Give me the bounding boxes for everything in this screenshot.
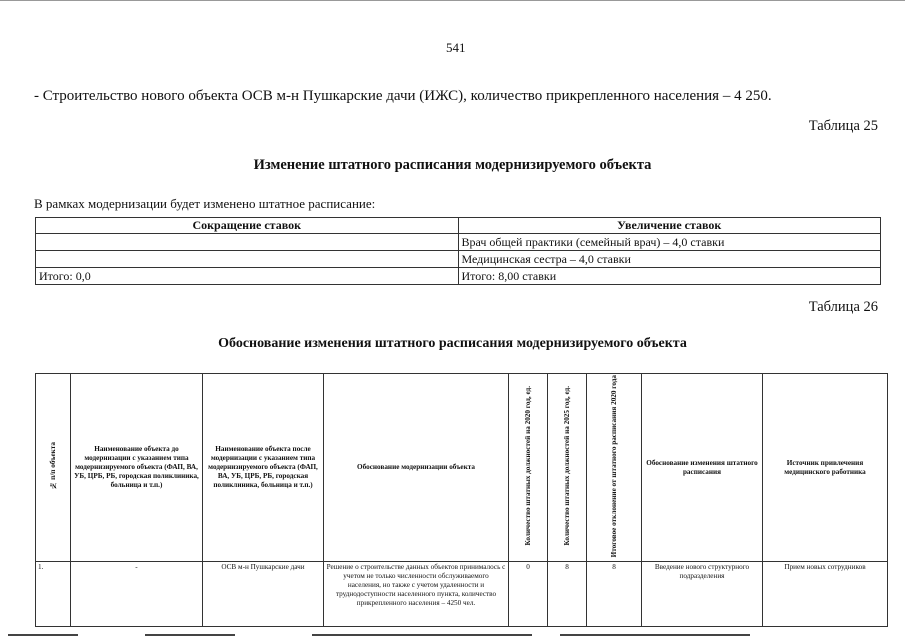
reduction-cell [36, 234, 459, 251]
table-26-label: Таблица 26 [808, 299, 878, 315]
source-header: Источник привлечения медицинского работника [763, 374, 888, 562]
table-total-row [36, 268, 881, 285]
staff-2020-header-text: Количество штатных должностей на 2020 год, ед. [523, 386, 532, 546]
change-reason-header: Обоснование изменения штатного расписания [642, 374, 763, 562]
reduction-cell [36, 251, 459, 268]
name-before-header: Наименование объекта до модернизации с указанием типа модернизируемого объекта (ФАП, ВА, УБ, ЦРБ, РБ, городская поликлиника, больница и т.п.) [71, 374, 203, 562]
source-cell: Прием новых сотрудников [763, 562, 888, 627]
staff-2025-cell: 8 [548, 562, 587, 627]
table-row [36, 251, 881, 268]
increase-cell: Медицинская сестра – 4,0 ставки [458, 251, 881, 268]
staffing-justification-table [35, 373, 888, 627]
staff-2025-header-text: Количество штатных должностей на 2025 год, ед. [562, 386, 571, 546]
table-header-row [36, 218, 881, 234]
table-26-title: Обоснование изменения штатного расписания модернизируемого объекта [218, 336, 687, 351]
reduction-header: Сокращение ставок [36, 218, 459, 234]
name-after-cell: ОСВ м-н Пушкарские дачи [203, 562, 324, 627]
increase-header: Увеличение ставок [458, 218, 881, 234]
num-header [36, 374, 71, 562]
justification-cell: Решение о строительстве данных объектов принималось с учетом не только численности обслуживаемого населения, но также с учетом удаленности и труднодоступности населенного пункта, количество прикрепленного населения – 4250 чел. [324, 562, 509, 627]
bottom-scan-line [8, 634, 78, 636]
intro-paragraph: - Строительство нового объекта ОСВ м-н Пушкарские дачи (ИЖС), количество прикрепленного населения – 4 250. [34, 88, 772, 104]
table-row [36, 562, 888, 627]
increase-cell: Врач общей практики (семейный врач) – 4,0 ставки [458, 234, 881, 251]
staff-2020-cell: 0 [509, 562, 548, 627]
justification-header: Обоснование модернизации объекта [324, 374, 509, 562]
name-before-cell: - [71, 562, 203, 627]
table-25-intro: В рамках модернизации будет изменено штатное расписание: [34, 196, 376, 211]
page-number: 541 [446, 40, 466, 55]
deviation-header [587, 374, 642, 562]
staff-2025-header [548, 374, 587, 562]
staffing-change-table [35, 217, 881, 285]
table-header-row [36, 374, 888, 562]
table-25-title: Изменение штатного расписания модернизируемого объекта [253, 157, 652, 173]
bottom-scan-line [560, 634, 750, 636]
bottom-scan-line [312, 634, 532, 636]
top-edge-line [0, 0, 905, 1]
change-reason-cell: Введение нового структурного подразделения [642, 562, 763, 627]
increase-total-cell: Итого: 8,00 ставки [458, 268, 881, 285]
num-header-text: № п/п объекта [48, 442, 57, 490]
bottom-scan-line [145, 634, 235, 636]
num-cell: 1. [36, 562, 71, 627]
table-25-label: Таблица 25 [808, 118, 878, 134]
reduction-total-cell: Итого: 0,0 [36, 268, 459, 285]
staff-2020-header [509, 374, 548, 562]
table-row [36, 234, 881, 251]
deviation-header-text: Итоговое отклонение от штатного расписания 2020 года [609, 375, 618, 558]
name-after-header: Наименование объекта после модернизации с указанием типа модернизируемого объекта (ФАП, ВА, УБ, ЦРБ, РБ, городская поликлиника, больница и т.п.) [203, 374, 324, 562]
deviation-cell: 8 [587, 562, 642, 627]
